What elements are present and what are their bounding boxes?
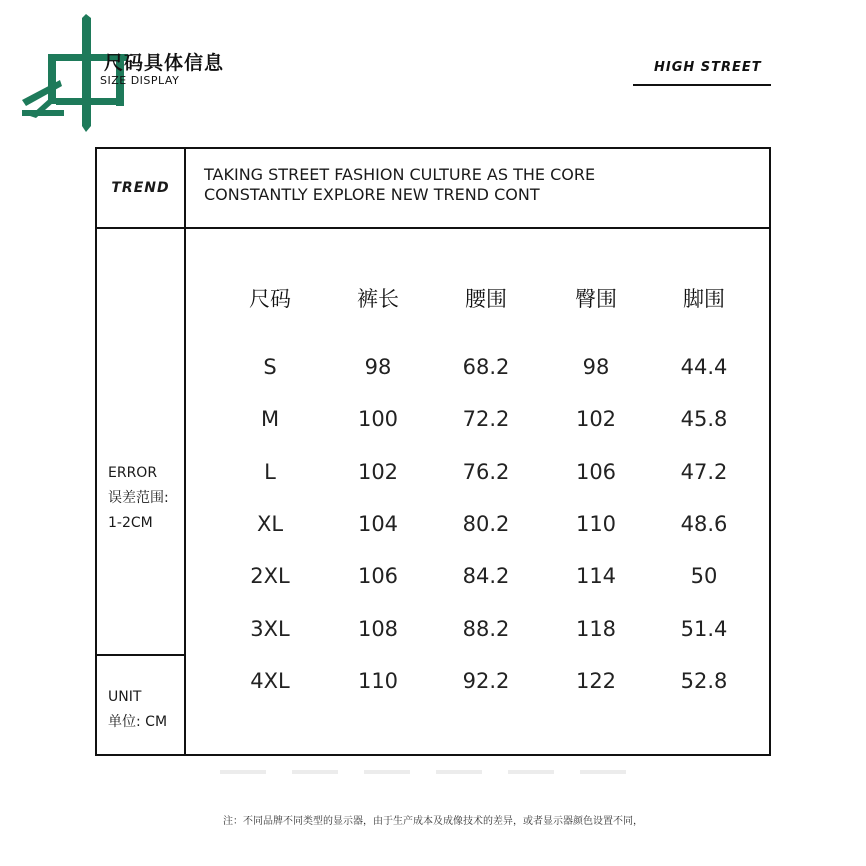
table-cell: 106 xyxy=(357,564,399,589)
tagline xyxy=(204,165,595,205)
table-header-cell: 脚围 xyxy=(683,287,725,311)
divider-header xyxy=(97,227,769,229)
brand-tag-underline xyxy=(633,84,771,86)
divider-unit xyxy=(97,654,185,656)
table-cell: 44.4 xyxy=(680,355,728,379)
table-header-cell: 腰围 xyxy=(465,287,507,311)
tagline-line-1: TAKING STREET FASHION CULTURE AS THE CORE xyxy=(204,165,596,184)
table-cell: 50 xyxy=(690,564,718,589)
table-cell: 2XL xyxy=(250,564,290,589)
table-cell: 4XL xyxy=(250,668,290,693)
unit-note xyxy=(108,685,167,735)
table-cell: 88.2 xyxy=(462,616,510,641)
table-cell: 110 xyxy=(575,511,617,536)
table-cell: 3XL xyxy=(250,616,290,641)
unit-value: 单位: CM xyxy=(108,714,168,730)
table-cell: 108 xyxy=(357,616,399,641)
table-cell: 47.2 xyxy=(680,459,728,484)
table-cell: L xyxy=(264,459,276,484)
table-cell: 80.2 xyxy=(462,511,510,536)
table-cell: 45.8 xyxy=(680,407,728,432)
table-cell: 102 xyxy=(357,459,399,484)
table-cell: 110 xyxy=(357,668,399,693)
table-cell: 104 xyxy=(357,511,399,536)
unit-label: UNIT xyxy=(108,689,142,705)
table-cell: S xyxy=(263,355,277,379)
table-header-cell: 裤长 xyxy=(357,287,399,311)
table-cell: 106 xyxy=(575,459,617,484)
table-cell: 98 xyxy=(582,355,610,379)
table-cell: 51.4 xyxy=(680,616,728,641)
table-header-cell: 臀围 xyxy=(575,287,617,311)
size-chart-frame xyxy=(95,147,771,756)
error-label-cn: 误差范围: xyxy=(108,490,169,506)
table-cell: 122 xyxy=(575,668,617,693)
error-value: 1-2CM xyxy=(108,515,153,531)
table-cell: 100 xyxy=(357,407,399,432)
table-cell: 114 xyxy=(575,564,617,589)
table-cell: 48.6 xyxy=(680,511,728,536)
table-header-cell: 尺码 xyxy=(249,287,291,311)
tagline-line-2: CONSTANTLY EXPLORE NEW TREND CONT xyxy=(204,185,540,204)
page-title: 尺码具体信息 xyxy=(104,52,225,74)
table-cell: 92.2 xyxy=(462,668,510,693)
table-cell: 72.2 xyxy=(462,407,510,432)
trend-label: TREND xyxy=(111,180,170,196)
faint-decoration xyxy=(220,770,640,774)
page-subtitle: SIZE DISPLAY xyxy=(100,74,180,87)
divider-vertical xyxy=(184,149,186,754)
table-cell: XL xyxy=(256,511,284,536)
table-cell: 52.8 xyxy=(680,668,728,693)
table-cell: 102 xyxy=(575,407,617,432)
table-cell: 118 xyxy=(575,616,617,641)
error-label: ERROR xyxy=(108,465,158,481)
table-cell: 68.2 xyxy=(462,355,510,379)
error-note xyxy=(108,461,169,536)
footnote: 注：不同品牌不同类型的显示器，由于生产成本及成像技术的差异，或者显示器颜色设置不同， xyxy=(223,816,643,827)
brand-tag: HIGH STREET xyxy=(654,60,762,75)
table-cell: 98 xyxy=(364,355,392,379)
table-cell: 76.2 xyxy=(462,459,510,484)
table-cell: M xyxy=(260,407,280,432)
table-cell: 84.2 xyxy=(462,564,510,589)
